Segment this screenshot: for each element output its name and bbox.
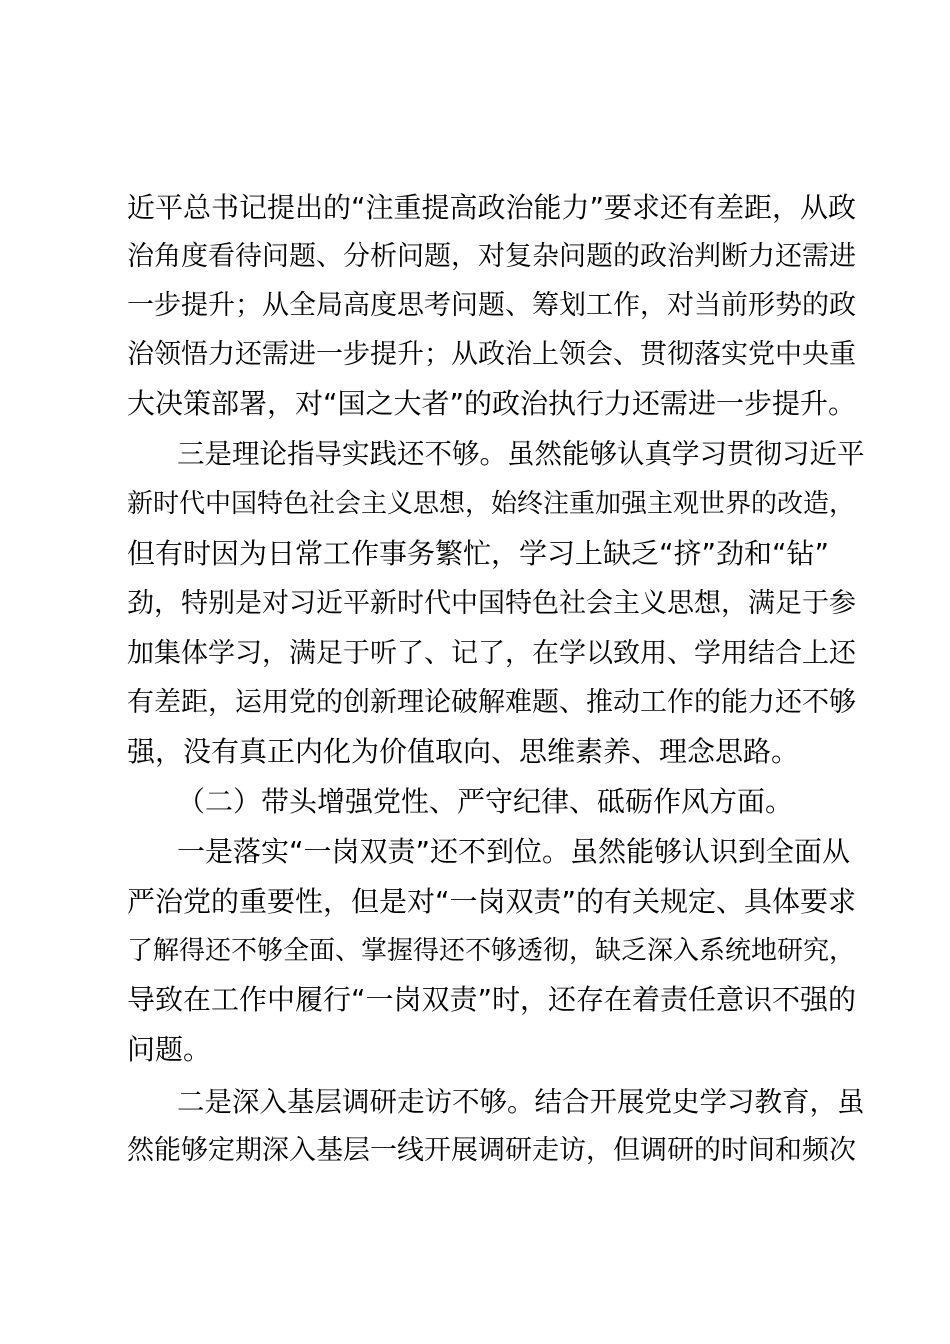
text-line: 治领悟力还需进一步提升；从政治上领会、贯彻落实党中央重 — [127, 339, 856, 370]
text-line: 一步提升；从全局高度思考问题、筹划工作，对当前形势的政 — [127, 290, 856, 321]
text-line: 导致在工作中履行“一岗双责”时，还存在着责任意识不强的 — [127, 983, 857, 1016]
text-line: 大决策部署，对“国之大者”的政治执行力还需进一步提升。 — [127, 387, 857, 420]
text-line: 了解得还不够全面、掌握得还不够透彻，缺乏深入系统地研究， — [127, 936, 856, 966]
text-line: 严治党的重要性，但是对“一岗双责”的有关规定、具体要求 — [127, 885, 857, 918]
text-line: 问题。 — [127, 1033, 212, 1066]
paragraph-first-line: 二是深入基层调研走访不够。结合开展党史学习教育，虽 — [177, 1086, 865, 1118]
text-line: 有差距，运用党的创新理论破解难题、推动工作的能力还不够 — [127, 687, 856, 718]
text-line: 新时代中国特色社会主义思想，始终注重加强主观世界的改造， — [127, 489, 856, 519]
text-line: 强，没有真正内化为价值取向、思维素养、理念思路。 — [127, 735, 800, 768]
text-line: 但有时因为日常工作事务繁忙，学习上缺乏“挤”劲和“钻” — [127, 537, 830, 570]
text-line: 近平总书记提出的“注重提高政治能力”要求还有差距，从政 — [127, 191, 857, 224]
text-line: 加集体学习，满足于听了、记了，在学以致用、学用结合上还 — [127, 638, 856, 669]
text-line: 劲，特别是对习近平新时代中国特色社会主义思想，满足于参 — [127, 588, 856, 619]
paragraph-first-line: 三是理论指导实践还不够。虽然能够认真学习贯彻习近平 — [177, 438, 865, 470]
text-line: 然能够定期深入基层一线开展调研走访，但调研的时间和频次 — [127, 1135, 856, 1166]
text-line: 治角度看待问题、分析问题，对复杂问题的政治判断力还需进 — [127, 241, 856, 272]
paragraph-first-line: 一是落实“一岗双责”还不到位。虽然能够认识到全面从 — [177, 835, 851, 868]
section-heading: （二）带头增强党性、严守纪律、砥砺作风方面。 — [177, 785, 794, 818]
